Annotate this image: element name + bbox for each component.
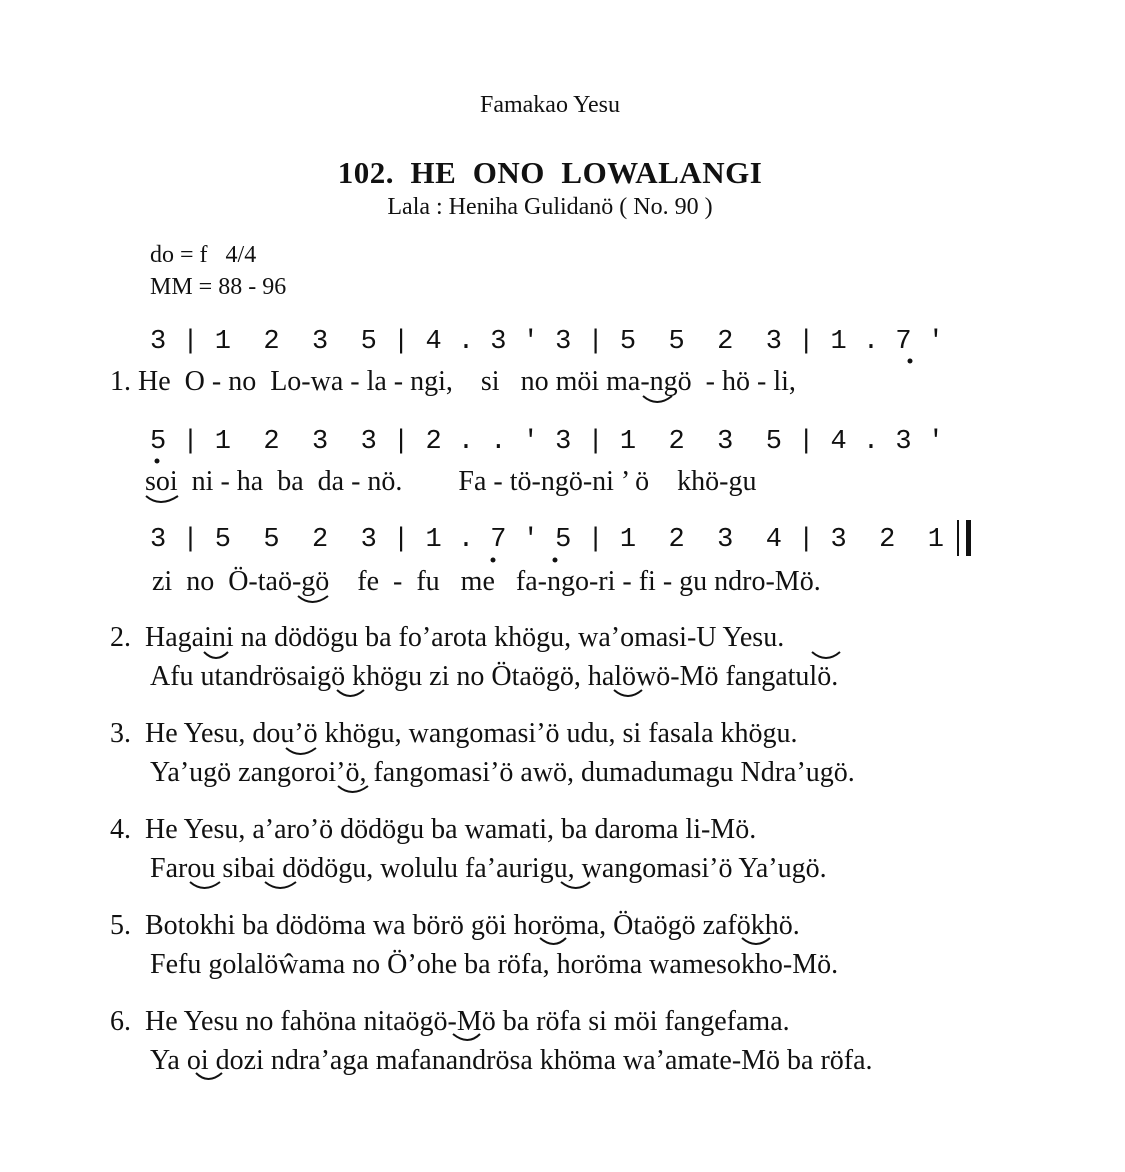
notation-line-3: 3 | 5 5 2 3 | 1 . 7 ' 5 | 1 2 3 4 | 3 2 1 <box>150 525 944 555</box>
slur-mark <box>643 396 672 402</box>
verse-2-line-2: Afu utandrösaigö khögu zi no Ötaögö, halöwö-Mö fangatulö. <box>150 661 839 692</box>
slur-mark <box>337 690 364 696</box>
section-heading: Famakao Yesu <box>479 92 620 118</box>
octave-dot <box>491 558 496 563</box>
lyric-line-2: soi ni - ha ba da - nö. Fa - tö-ngö-ni ’ ö khö-gu <box>145 466 757 497</box>
verse-3-line-1: 3. He Yesu, dou’ö khögu, wangomasi’ö udu, si fasala khögu. <box>110 718 798 749</box>
slur-mark <box>453 1034 480 1040</box>
notation-line-1: 3 | 1 2 3 5 | 4 . 3 ' 3 | 5 5 2 3 | 1 . 7 ' <box>150 327 944 357</box>
slur-mark <box>561 882 590 888</box>
slur-mark <box>204 652 228 658</box>
slur-mark <box>614 690 642 696</box>
notation-line-2: 5 | 1 2 3 3 | 2 . . ' 3 | 1 2 3 5 | 4 . 3 ' <box>150 427 944 457</box>
slur-mark <box>286 748 316 754</box>
verse-2-line-1: 2. Hagaini na dödögu ba fo’arota khögu, wa’omasi-U Yesu. <box>110 622 785 653</box>
lyric-line-1: 1. He O - no Lo-wa - la - ngi, si no möi ma-ngö - hö - li, <box>110 366 796 397</box>
song-title: 102. HE ONO LOWALANGI <box>337 155 763 190</box>
octave-dot <box>155 459 160 464</box>
verse-6-line-2: Ya oi dozi ndra’aga mafanandrösa khöma wa’amate-Mö ba röfa. <box>150 1045 873 1076</box>
verse-5-line-2: Fefu golalöŵama no Ö’ohe ba röfa, horöma wamesokho-Mö. <box>150 949 839 980</box>
slur-mark <box>146 496 178 502</box>
slur-mark <box>812 652 840 658</box>
lyric-line-3: zi no Ö-taö-gö fe - fu me fa-ngo-ri - fi - gu ndro-Mö. <box>152 566 821 597</box>
verse-5-line-1: 5. Botokhi ba dödöma wa börö göi horöma, Ötaögö zafökhö. <box>110 910 800 941</box>
slur-mark <box>540 938 566 944</box>
song-subtitle: Lala : Heniha Gulidanö ( No. 90 ) <box>387 194 713 220</box>
slur-mark <box>190 882 220 888</box>
octave-dot <box>553 558 558 563</box>
tempo-marking: MM = 88 - 96 <box>150 274 287 300</box>
slur-mark <box>742 938 770 944</box>
verse-4-line-2: Farou sibai dödögu, wolulu fa’aurigu, wangomasi’ö Ya’ugö. <box>150 853 827 884</box>
key-signature: do = f 4/4 <box>150 242 257 268</box>
verse-4-line-1: 4. He Yesu, a’aro’ö dödögu ba wamati, ba daroma li-Mö. <box>110 814 757 845</box>
slur-mark <box>298 596 328 602</box>
slur-mark <box>196 1073 222 1079</box>
octave-dot <box>908 359 913 364</box>
verse-3-line-2: Ya’ugö zangoroi’ö, fangomasi’ö awö, dumadumagu Ndra’ugö. <box>150 757 855 788</box>
slur-mark <box>265 882 296 888</box>
slur-mark <box>338 786 368 792</box>
verse-6-line-1: 6. He Yesu no fahöna nitaögö-Mö ba röfa si möi fangefama. <box>110 1006 790 1037</box>
